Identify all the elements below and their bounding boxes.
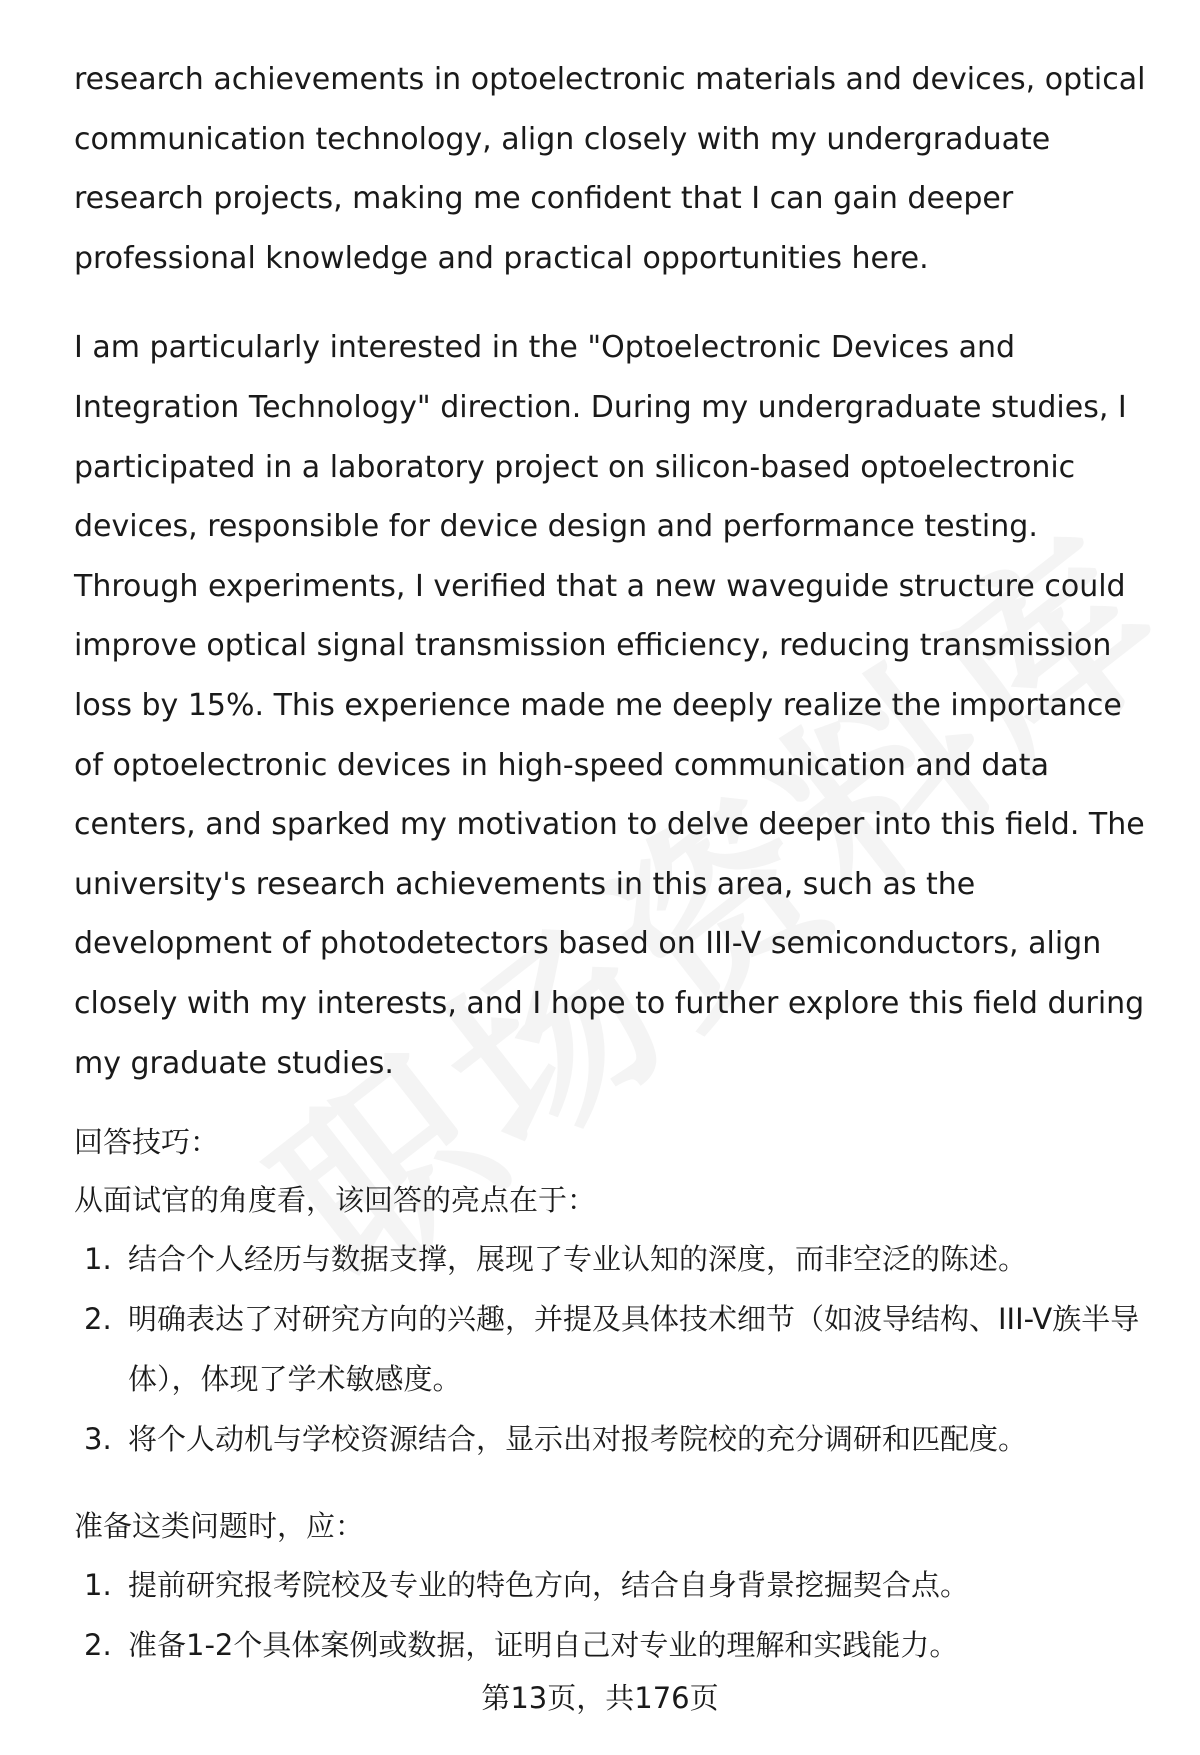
prep-heading: 准备这类问题时，应： [74, 1509, 365, 1544]
page-number: 第13页，共176页 [481, 1681, 719, 1715]
list-number: 3. [84, 1422, 112, 1457]
list-item [74, 1229, 1154, 1289]
list-item [74, 1409, 1154, 1469]
list-item [74, 1615, 1154, 1675]
prep-list [74, 1555, 1154, 1675]
paragraph-1: research achievements in optoelectronic materials and devices, optical communication technology, align closely with my undergraduate research projects, making me confident that I can gain deeper professional knowledge and practical opportunities here. [74, 62, 1146, 276]
list-number: 2. [84, 1302, 112, 1337]
list-number: 2. [84, 1628, 112, 1663]
highlights-list [74, 1229, 1154, 1469]
list-item-text: 明确表达了对研究方向的兴趣，并提及具体技术细节（如波导结构、III-V族半导体），体现了学术敏感度。 [128, 1302, 1140, 1397]
tips-intro: 从面试官的角度看，该回答的亮点在于： [74, 1183, 597, 1218]
list-number: 1. [84, 1568, 112, 1603]
list-number: 1. [84, 1242, 112, 1277]
paragraph-2: I am particularly interested in the "Optoelectronic Devices and Integration Technology" direction. During my undergraduate studies, I participated in a laboratory project on silicon-based optoelectronic devices, responsible for device design and performance testing. Through experiments, I verified that a new waveguide structure could improve optical signal transmission efficiency, reducing transmission loss by 15%. This experience made me deeply realize the importance of optoelectronic devices in high-speed communication and data centers, and sparked my motivation to delve deeper into this field. The university's research achievements in this area, such as the development of photodetectors based on III-V semiconductors, align closely with my interests, and I hope to further explore this field during my graduate studies. [74, 330, 1145, 1081]
list-item-text: 提前研究报考院校及专业的特色方向，结合自身背景挖掘契合点。 [128, 1568, 970, 1603]
list-item-text: 结合个人经历与数据支撑，展现了专业认知的深度，而非空泛的陈述。 [128, 1242, 1028, 1277]
tips-heading: 回答技巧： [74, 1125, 220, 1160]
list-item-text: 将个人动机与学校资源结合，显示出对报考院校的充分调研和匹配度。 [128, 1422, 1028, 1457]
list-item-text: 准备1-2个具体案例或数据，证明自己对专业的理解和实践能力。 [128, 1628, 959, 1663]
page-content [74, 50, 1154, 1675]
list-item [74, 1555, 1154, 1615]
list-item [74, 1289, 1154, 1409]
